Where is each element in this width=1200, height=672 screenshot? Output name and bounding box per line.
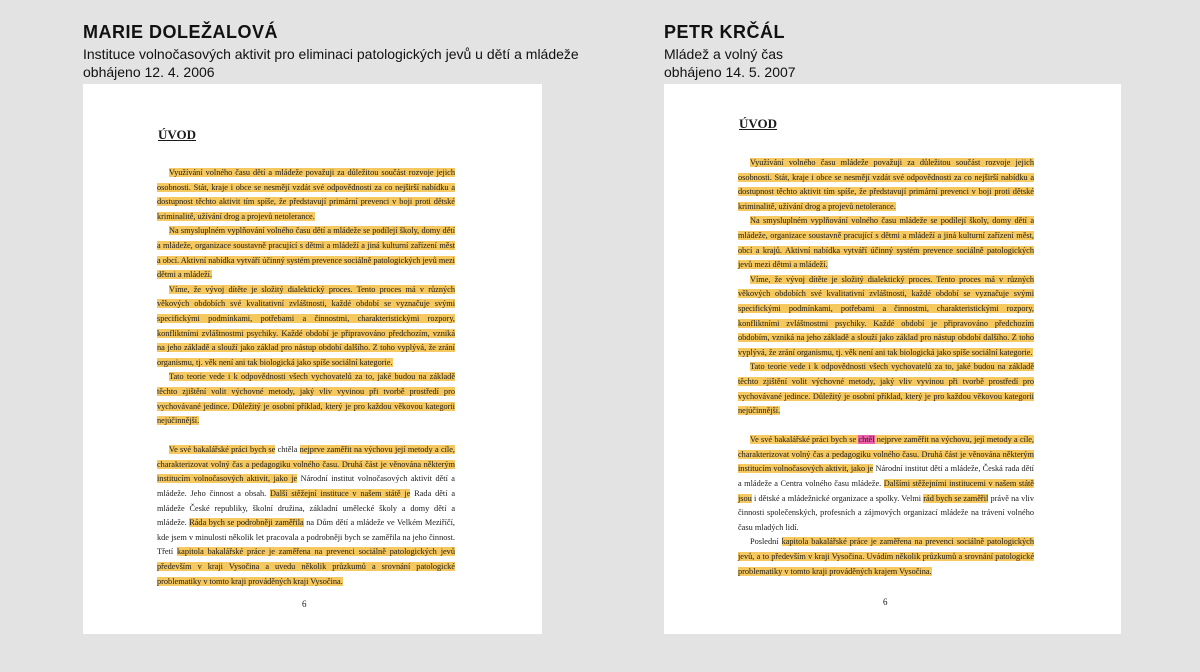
highlighted-text: nejprve zaměřit na výchovu, její metody a cíle, charakterizovat volný čas a pedagogiku volného času. Druhá část je věnována některým institucím volnočasových aktivit, jako je (738, 435, 1034, 474)
highlighted-text: Na smysluplném vyplňování volného času mládeže se podílejí školy, domy dětí a mládeže, organizace soustavně pracující s dětmi a mládeží a jiná kulturní zařízení měst, obcí a krajů. Aktivní nabídka vytváří účinný systém prevence sociálně patologických jevů mezi dětmi a mládeží. (738, 216, 1034, 270)
paragraph (738, 535, 1034, 579)
highlighted-text: Ve své bakalářské práci bych se (750, 435, 859, 445)
left-page-number: 6 (302, 599, 307, 609)
paragraph (157, 283, 455, 371)
paragraph (157, 443, 455, 589)
plain-text: Národní institut dětí a mládeže, Česká rada dětí a mládeže a Centra volného času mládeže. (738, 464, 1034, 489)
right-page-heading: ÚVOD (739, 116, 778, 131)
left-page-heading: ÚVOD (158, 127, 197, 142)
plain-text: Poslední (750, 537, 782, 547)
plain-text: chtěla (275, 445, 300, 455)
plain-text: právě na vliv činnosti společenských, profesních a zájmových organizací mládeže na trávení volného času mladých lidí. (738, 493, 1034, 532)
left-defense-date: obhájeno 12. 4. 2006 (83, 64, 215, 80)
right-thesis-header (664, 22, 796, 81)
paragraph (738, 156, 1034, 214)
highlighted-text: kapitola bakalářské práce je zaměřena na prevenci sociálně patologických jevů především v kraji Vysočina a uvedu několik průzkumů a srovnání patologické problematiky v tomto kraji prováděných kraji Vysočina. (157, 547, 455, 586)
paragraph (157, 370, 455, 428)
paragraph (738, 214, 1034, 272)
highlighted-text: Tato teorie vede i k odpovědnosti všech vychovatelů za to, jaké budou na základě těchto zjištění volit výchovné metody, jaký vliv vyvinou při tvorbě prostředí pro vychovávané jedince. Důležitý je osobní příklad, který je pro každou věkovou kategorii nejúčinnější. (738, 362, 1034, 416)
plain-text: Národní institut volnočasových aktivit dětí a mládeže. Jeho činnost a obsah. (157, 474, 455, 499)
left-author-name: MARIE DOLEŽALOVÁ (83, 22, 278, 42)
highlighted-text: Využívání volného času dětí a mládeže považuji za důležitou součást rozvoje jejich osobnosti. Stát, kraje i obce se nesmějí vzdát své odpovědnosti za co nejširší nabídku a dostupnost těchto aktivit tím spíše, že představují primární prevenci v boji proti dětské kriminalitě, užívání drog a projevů netolerance. (157, 168, 455, 221)
highlighted-text: Víme, že vývoj dítěte je složitý dialektický proces. Tento proces má v různých věkových obdobích své kvalitativní zvláštnosti, každé období se vyznačuje svými specifickými podmínkami, potřebami a činnostmi, charakteristickými rozpory, konfliktními zvláštnostmi psychiky. Každé období je připravováno předchozím, vzniká na jeho základě a slouží jako základ pro nástup období dalšího. Z toho vyplývá, že zrání organismu, tj. věk není ani tak biologická jako spíše sociální kategorie. (157, 284, 455, 367)
right-author-name: PETR KRČÁL (664, 22, 785, 42)
right-document-page (664, 84, 1121, 634)
plain-text: i dětské a mládežnické organizace a spolky. Velmi (751, 493, 924, 503)
paragraph (157, 166, 455, 224)
plain-text: Rada dětí a mládeže České republiky, školní družina, základní umělecké školy a domy dětí a mládeže. (157, 489, 456, 528)
highlighted-text: Využívání volného času mládeže považuji za důležitou součást rozvoje jejich osobnosti. Stát, kraje i obce se nesmějí vzdát své odpovědnosti za co nejširší nabídku a dostupnost těchto aktivit tím spíše, že představují primární prevenci v boji proti dětské kriminalitě, užívání drog a projevů netolerance. (738, 158, 1034, 211)
left-thesis-header (83, 22, 579, 81)
highlighted-text: rád bych se zaměřil (923, 493, 989, 503)
plain-text: na Dům dětí a mládeže ve Velkém Meziříčí, kde jsem v minulosti několik let pracovala a podrobněji bych se zaměřila na jeho činnost. Třetí (157, 518, 455, 557)
highlighted-text: Víme, že vývoj dítěte je složitý dialektický proces. Tento proces má v různých věkových obdobích své kvalitativní zvláštnosti, každé období se vyznačuje svými specifickými podmínkami, potřebami a činnostmi, charakteristickými rozpory, konfliktními zvláštnostmi psychiky. Každé období je připravováno předchozím obdobím, vzniká na jeho základě a slouží jako základ pro nástup období dalšího. Z toho vyplývá, že zrání organismu, tj. věk není ani tak biologická jako spíše sociální kategorie. (738, 274, 1034, 357)
paragraph (157, 224, 455, 282)
paragraph (738, 360, 1034, 418)
left-thesis-title: Instituce volnočasových aktivit pro eliminaci patologických jevů u dětí a mládeže (83, 46, 579, 62)
right-page-number: 6 (883, 597, 888, 607)
highlighted-text: Ve své bakalářské práci bych se (169, 445, 276, 455)
right-defense-date: obhájeno 14. 5. 2007 (664, 64, 796, 80)
highlighted-text: kapitola bakalářské práce je zaměřena na prevenci sociálně patologických jevů, a to především v kraji Vysočina. Uvádím několik průzkumů a srovnání patologické problematiky v tomto kraji prováděných krajem Vysočina. (738, 537, 1034, 576)
right-page-body (738, 156, 1034, 579)
highlighted-text: Tato teorie vede i k odpovědnosti všech vychovatelů za to, jaké budou na základě těchto zjištění volit výchovné metody, jaký vliv vyvinou při tvorbě prostředí pro vychovávané jedince. Důležitý je osobní příklad, který je pro každou věkovou kategorii nejúčinnější. (157, 372, 455, 426)
left-page-body (157, 166, 455, 589)
highlighted-text: Na smysluplném vyplňování volného času dětí a mládeže se podílejí školy, domy dětí a mládeže, organizace soustavně pracující s dětmi a mládeží a jiná kulturní zařízení měst a obcí. Aktivní nabídka vytváří účinný systém prevence sociálně patologických jevů mezi dětmi a mládeží. (157, 226, 455, 280)
paragraph (738, 273, 1034, 361)
paragraph (738, 433, 1034, 535)
highlighted-text: Dalšími stěžejními institucemi v našem státě jsou (738, 479, 1034, 503)
highlighted-text: chtěl (858, 435, 875, 445)
highlighted-text: Další stěžejní instituce v našem státě je (270, 489, 411, 499)
highlighted-text: Ráda bych se podrobněji zaměřila (189, 518, 304, 528)
right-thesis-title: Mládež a volný čas (664, 46, 784, 62)
highlighted-text: nejprve zaměřit na výchovu její metody a cíle, charakterizovat volný čas a pedagogiku volného času. Druhá část je věnována některým institucím volnočasových aktivit, jako je (157, 445, 455, 484)
left-document-page (83, 84, 542, 634)
